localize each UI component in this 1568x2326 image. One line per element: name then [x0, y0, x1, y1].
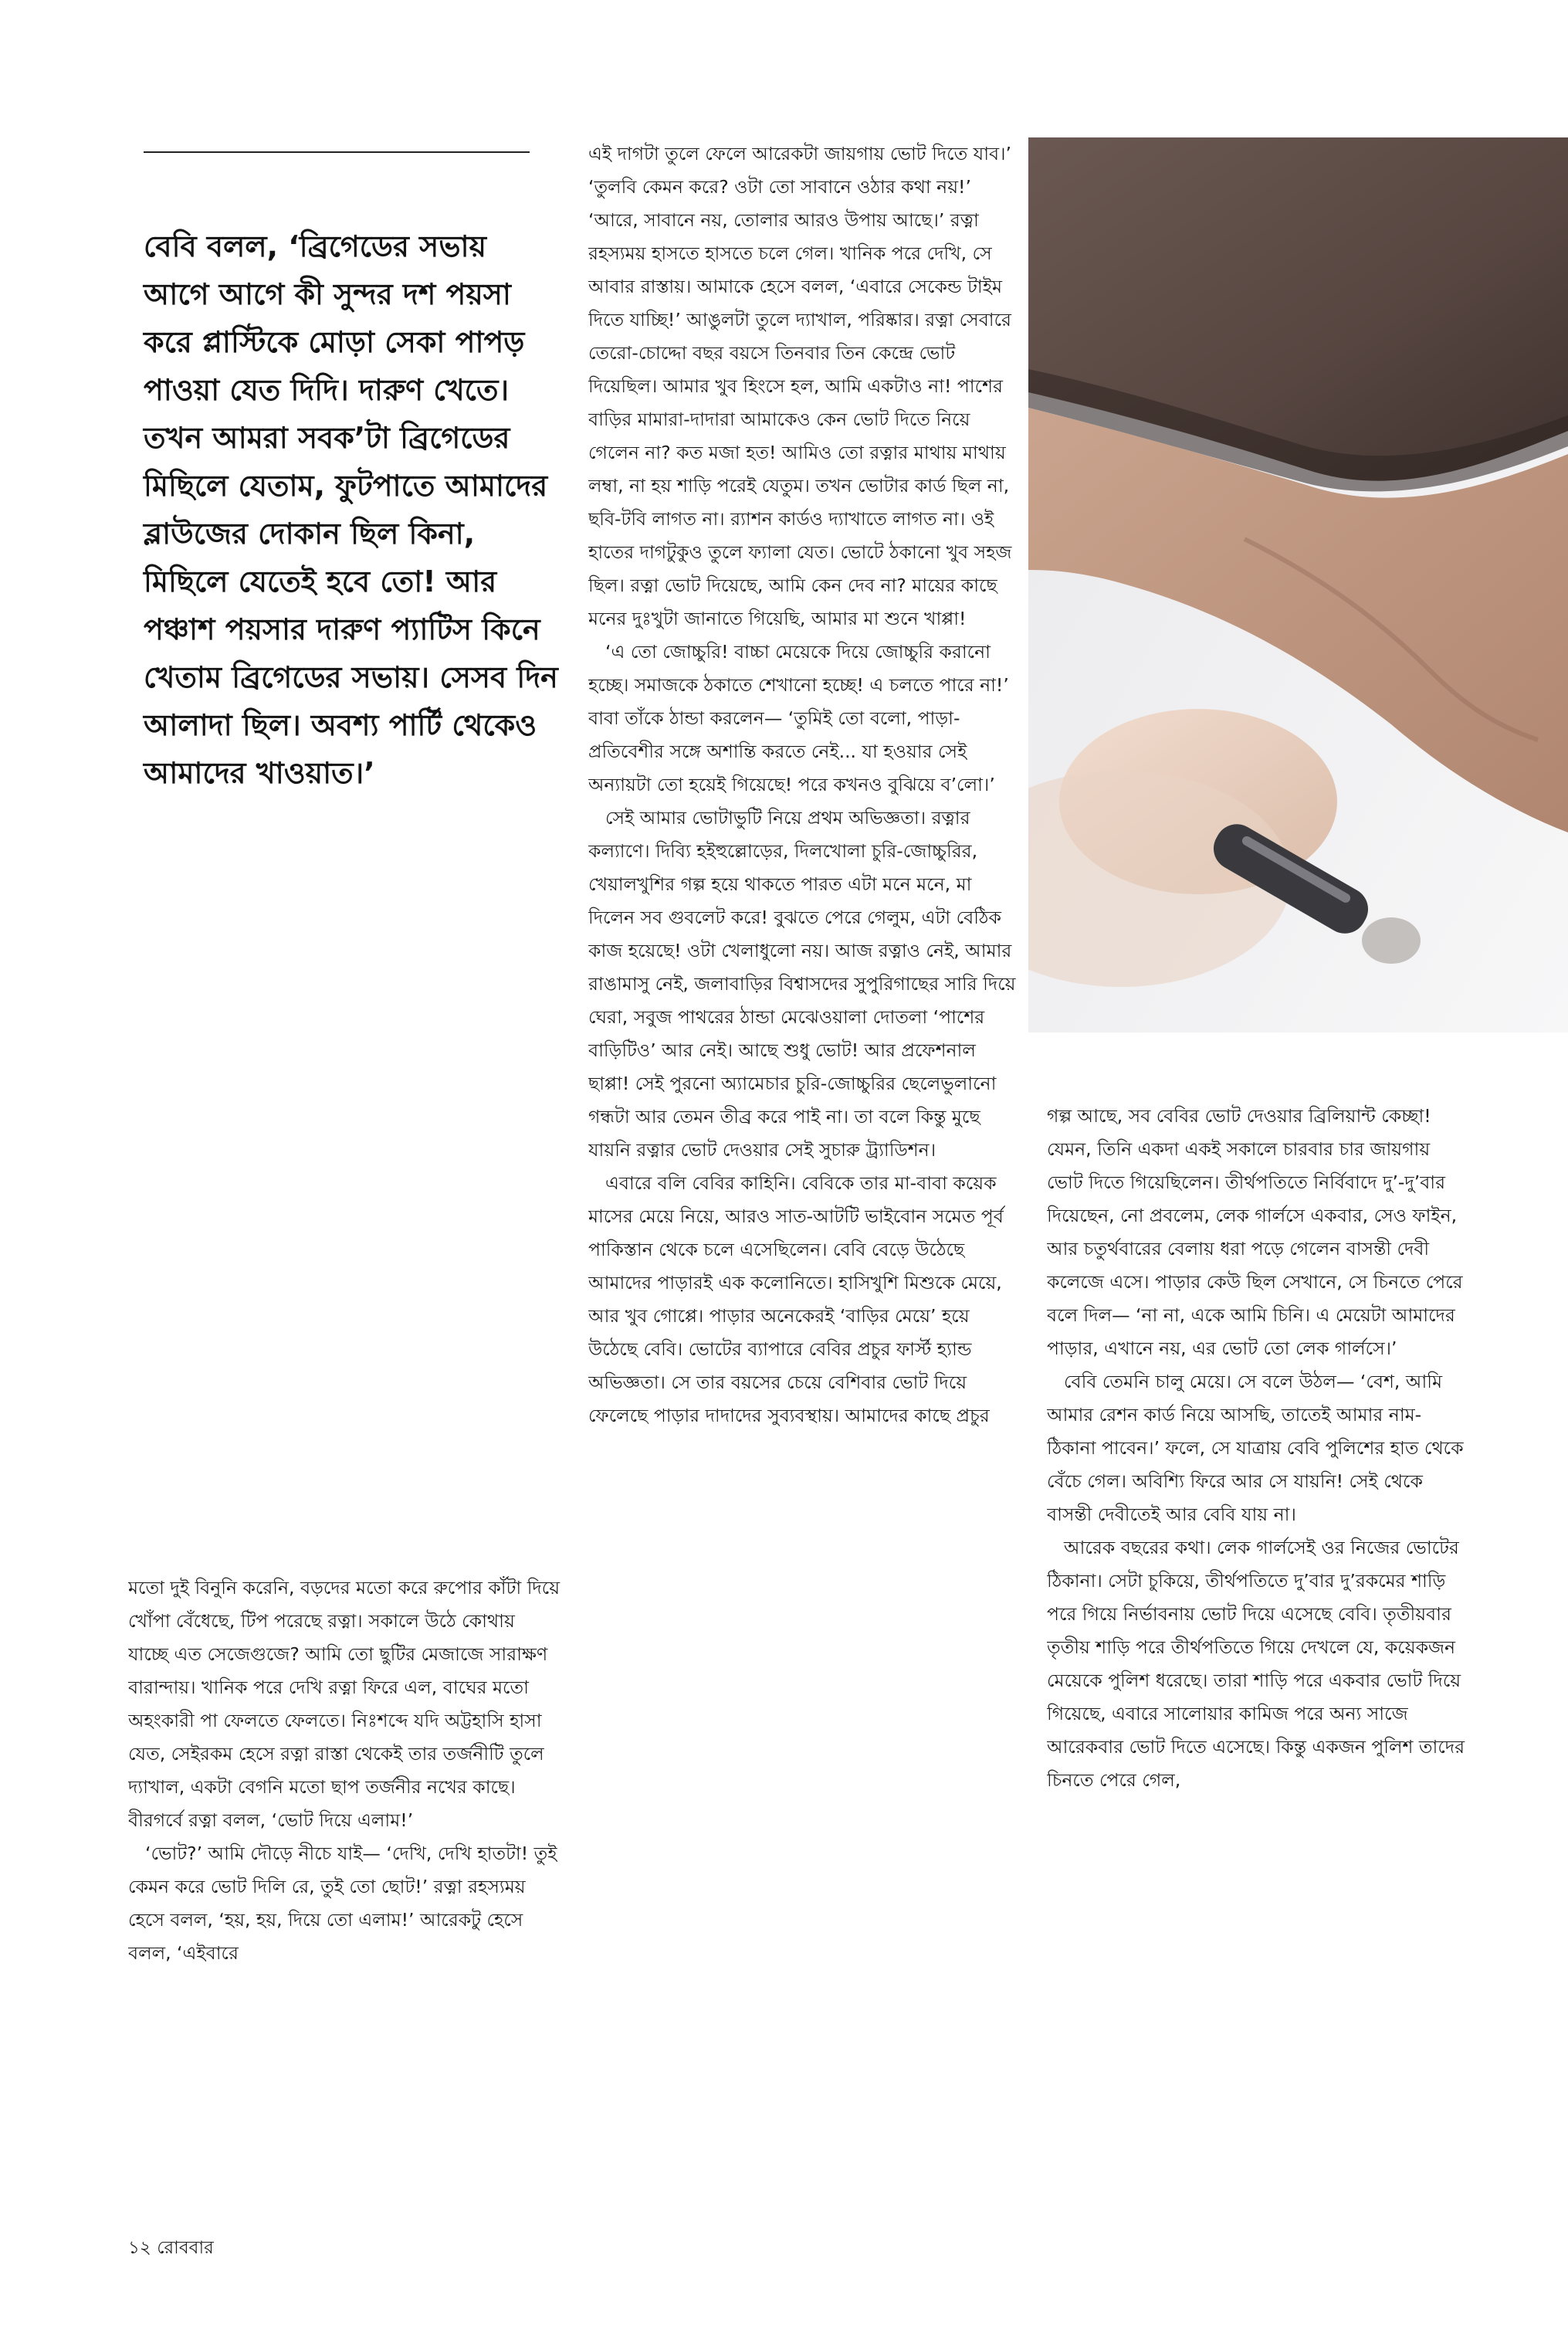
- text-column-1: [128, 1572, 560, 2158]
- paragraph: সেই আমার ভোটাভুটি নিয়ে প্রথম অভিজ্ঞতা। রত্নার কল্যাণে। দিব্যি হইহুল্লোড়ের, দিলখোলা চুরি-জোচ্চুরির, খেয়ালখুশির গল্প হয়ে থাকতে পারত এটা মনে মনে, মা দিলেন সব গুবলেট করে! বুঝতে পেরে গেলুম, এটা বেঠিক কাজ হয়েছে! ওটা খেলাধুলো নয়। আজ রত্নাও নেই, আমার রাঙামাসু নেই, জলাবাড়ির বিশ্বাসদের সুপুরিগাছের সারি দিয়ে ঘেরা, সবুজ পাথরের ঠান্ডা মেঝেওয়ালা দোতলা ‘পাশের বাড়িটিও’ আর নেই। আছে শুধু ভোট! আর প্রফেশনাল ছাপ্পা! সেই পুরনো অ্যামেচার চুরি-জোচ্চুরির ছেলেভুলানো গন্ধটা আর তেমন তীব্র করে পাই না। তা বলে কিন্তু মুছে যায়নি রত্নার ভোট দেওয়ার সেই সুচারু ট্র্যাডিশন।: [588, 807, 1016, 1161]
- pen-tip: [1362, 917, 1421, 964]
- text-column-2: [588, 137, 1017, 2184]
- paragraph: ‘ভোট?’ আমি দৌড়ে নীচে যাই— ‘দেখি, দেখি হাতটা! তুই কেমন করে ভোট দিলি রে, তুই তো ছোট!’ রত্না রহস্যময় হেসে বলল, ‘হয়, হয়, দিয়ে তো এলাম!’ আরেকটু হেসে বলল, ‘এইবারে: [128, 1843, 557, 1964]
- paragraph: এবারে বলি বেবির কাহিনি। বেবিকে তার মা-বাবা কয়েক মাসের মেয়ে নিয়ে, আরও সাত-আটটি ভাইবোন সমেত পূর্ব পাকিস্তান থেকে চলে এসেছিলেন। বেবি বেড়ে উঠেছে আমাদের পাড়ারই এক কলোনিতে। হাসিখুশি মিশুকে মেয়ে, আর খুব গোপ্পে। পাড়ার অনেকেরই ‘বাড়ির মেয়ে’ হয়ে উঠেছে বেবি। ভোটের ব্যাপারে বেবির প্রচুর ফার্স্ট হ্যান্ড অভিজ্ঞতা। সে তার বয়সের চেয়ে বেশিবার ভোট দিয়ে ফেলেছে পাড়ার দাদাদের সুব্যবস্থায়। আমাদের কাছে প্রচুর: [588, 1172, 1004, 1426]
- paragraph: আরেক বছরের কথা। লেক গার্লসেই ওর নিজের ভোটের ঠিকানা। সেটা চুকিয়ে, তীর্থপতিতে দু’বার দু’রকমের শাড়ি পরে গিয়ে নির্ভাবনায় ভোট দিয়ে এসেছে বেবি। তৃতীয়বার তৃতীয় শাড়ি পরে তীর্থপতিতে গিয়ে দেখলে যে, কয়েকজন মেয়েকে পুলিশ ধরেছে। তারা শাড়ি পরে একবার ভোট দিয়ে গিয়েছে, এবারে সালোয়ার কামিজ পরে অন্য সাজে আরেকবার ভোট দিতে এসেছে। কিন্তু একজন পুলিশ তাদের চিনতে পেরে গেল,: [1047, 1537, 1465, 1791]
- paragraph: গল্প আছে, সব বেবির ভোট দেওয়ার ব্রিলিয়ান্ট কেচ্ছা! যেমন, তিনি একদা একই সকালে চারবার চার জায়গায় ভোট দিতে গিয়েছিলেন। তীর্থপতিতে নির্বিবাদে দু’-দু’বার দিয়েছেন, নো প্রবলেম, লেক গার্লসে একবার, সেও ফাইন, আর চতুর্থবারের বেলায় ধরা পড়ে গেলেন বাসন্তী দেবী কলেজে এসে। পাড়ার কেউ ছিল সেখানে, সে চিনতে পেরে বলে দিল— ‘না না, একে আমি চিনি। এ মেয়েটা আমাদের পাড়ার, এখানে নয়, এর ভোট তো লেক গার্লসে।’: [1047, 1105, 1463, 1359]
- divider-rule: [144, 151, 530, 153]
- paragraph: মতো দুই বিনুনি করেনি, বড়দের মতো করে রুপোর কাঁটা দিয়ে খোঁপা বেঁধেছে, টিপ পরেছে রত্না। সকালে উঠে কোথায় যাচ্ছে এত সেজেগুজে? আমি তো ছুটির মেজাজে সারাক্ষণ বারান্দায়। খানিক পরে দেখি রত্না ফিরে এল, বাঘের মতো অহংকারী পা ফেলতে ফেলতে। নিঃশব্দে যদি অট্টহাসি হাসা যেত, সেইরকম হেসে রত্না রাস্তা থেকেই তার তর্জনীটি তুলে দ্যাখাল, একটা বেগনি মতো ছাপ তর্জনীর নখের কাছে। বীরগর্বে রত্না বলল, ‘ভোট দিয়ে এলাম!’: [128, 1577, 560, 1831]
- page-folio: ১২ রোববার: [128, 2238, 214, 2258]
- paragraph: এই দাগটা তুলে ফেলে আরেকটা জায়গায় ভোট দিতে যাব।’ ‘তুলবি কেমন করে? ওটা তো সাবানে ওঠার কথা নয়!’ ‘আরে, সাবানে নয়, তোলার আরও উপায় আছে।’ রত্না রহস্যময় হাসতে হাসতে চলে গেল। খানিক পরে দেখি, সে আবার রাস্তায়। আমাকে হেসে বলল, ‘এবারে সেকেন্ড টাইম দিতে যাচ্ছি!’ আঙুলটা তুলে দ্যাখাল, পরিষ্কার। রত্না সেবারে তেরো-চোদ্দো বছর বয়সে তিনবার তিন কেন্দ্রে ভোট দিয়েছিল। আমার খুব হিংসে হল, আমি একটাও না! পাশের বাড়ির মামারা-দাদারা আমাকেও কেন ভোট দিতে নিয়ে গেলেন না? কত মজা হত! আমিও তো রত্নার মাথায় মাথায় লম্বা, না হয় শাড়ি পরেই যেতুম। তখন ভোটার কার্ড ছিল না, ছবি-টবি লাগত না। র‍্যাশন কার্ডও দ্যাখাতে লাগত না। ওই হাতের দাগটুকুও তুলে ফ্যালা যেত। ভোটে ঠকানো খুব সহজ ছিল। রত্না ভোট দিয়েছে, আমি কেন দেব না? মায়ের কাছে মনের দুঃখুটা জানাতে গিয়েছি, আমার মা শুনে খাপ্পা!: [588, 143, 1012, 629]
- voting-hand-photo: [1028, 137, 1568, 1032]
- pull-quote: বেবি বলল, ‘ব্রিগেডের সভায় আগে আগে কী সুন্দর দশ পয়সা করে প্লাস্টিকে মোড়া সেকা পাপড় পাওয়া যেত দিদি। দারুণ খেতে। তখন আমরা সবক’টা ব্রিগেডের মিছিলে যেতাম, ফুটপাতে আমাদের ব্লাউজের দোকান ছিল কিনা, মিছিলে যেতেই হবে তো! আর পঞ্চাশ পয়সার দারুণ প্যাটিস কিনে খেতাম ব্রিগেডের সভায়। সেসব দিন আলাদা ছিল। অবশ্য পার্টি থেকেও আমাদের খাওয়াত।’: [144, 229, 558, 790]
- paragraph: বেবি তেমনি চালু মেয়ে। সে বলে উঠল— ‘বেশ, আমি আমার রেশন কার্ড নিয়ে আসছি, তাতেই আমার নাম-ঠিকানা পাবেন।’ ফলে, সে যাত্রায় বেবি পুলিশের হাত থেকে বেঁচে গেল। অবিশ্যি ফিরে আর সে যায়নি! সেই থেকে বাসন্তী দেবীতেই আর বেবি যায় না।: [1047, 1371, 1464, 1525]
- paragraph: ‘এ তো জোচ্চুরি! বাচ্চা মেয়েকে দিয়ে জোচ্চুরি করানো হচ্ছে। সমাজকে ঠকাতে শেখানো হচ্ছে! এ চলতে পারে না!’ বাবা তাঁকে ঠান্ডা করলেন— ‘তুমিই তো বলো, পাড়া-প্রতিবেশীর সঙ্গে অশান্তি করতে নেই... যা হওয়ার সেই অন্যায়টা তো হয়েই গিয়েছে! পরে কখনও বুঝিয়ে ব’লো।’: [588, 641, 1009, 795]
- text-column-3: [1047, 1100, 1468, 2181]
